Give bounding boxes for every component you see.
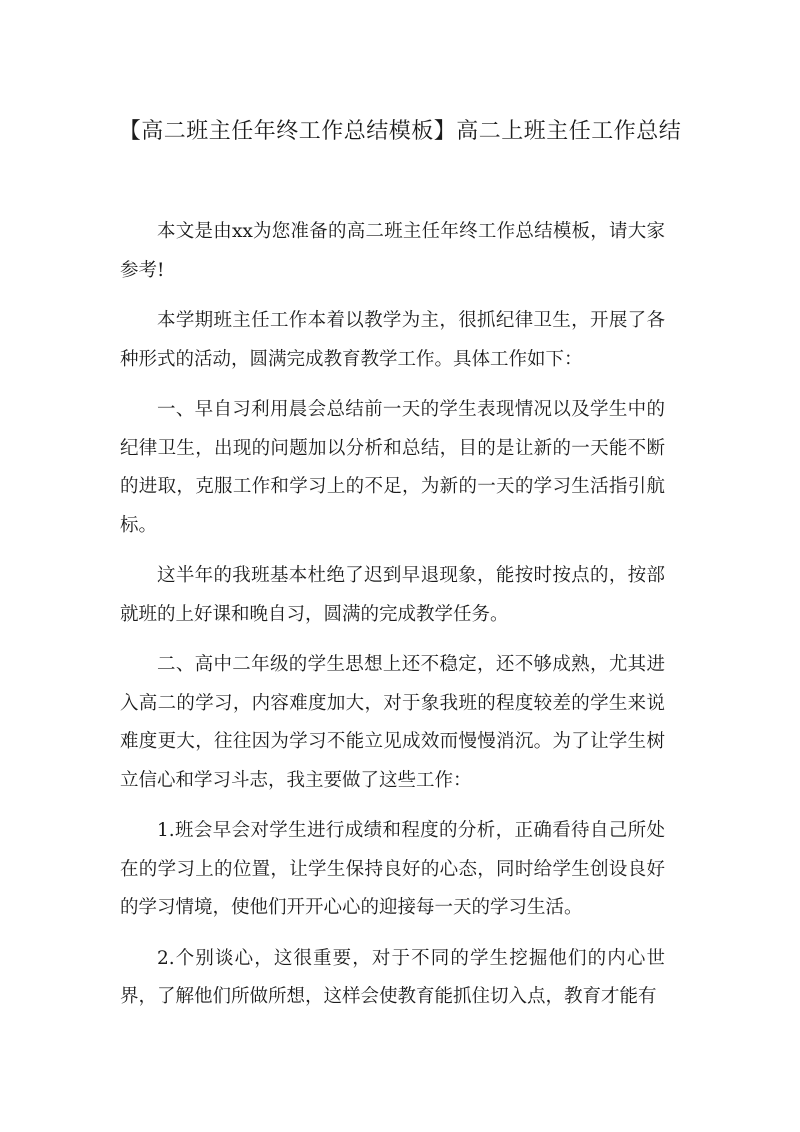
document-body [120,213,665,1029]
paragraph-attendance: 这半年的我班基本杜绝了迟到早退现象，能按时按点的，按部就班的上好课和晚自习，圆满的完成教学任务。 [120,565,665,625]
paragraph-section-two: 二、高中二年级的学生思想上还不稳定，还不够成熟，尤其进入高二的学习，内容难度加大，对于象我班的程度较差的学生来说难度更大，往往因为学习不能立见成效而慢慢消沉。为了让学生树立信心和学习斗志，我主要做了这些工作： [120,654,665,791]
paragraph-overview: 本学期班主任工作本着以教学为主，很抓纪律卫生，开展了各种形式的活动，圆满完成教育教学工作。具体工作如下： [120,310,665,370]
paragraph-intro: 本文是由xx为您准备的高二班主任年终工作总结模板，请大家参考! [120,221,665,281]
paragraph-item-two: 2.个别谈心，这很重要，对于不同的学生挖掘他们的内心世界，了解他们所做所想，这样会使教育能抓住切入点，教育才能有 [120,947,665,1007]
paragraph-item-one: 1.班会早会对学生进行成绩和程度的分析，正确看待自己所处在的学习上的位置，让学生保持良好的心态，同时给学生创设良好的学习情境，使他们开开心心的迎接每一天的学习生活。 [120,820,665,918]
document-title: 【高二班主任年终工作总结模板】高二上班主任工作总结 [118,119,682,144]
paragraph-section-one: 一、早自习利用晨会总结前一天的学生表现情况以及学生中的纪律卫生，出现的问题加以分析和总结，目的是让新的一天能不断的进取，克服工作和学习上的不足，为新的一天的学习生活指引航标。 [120,399,665,536]
